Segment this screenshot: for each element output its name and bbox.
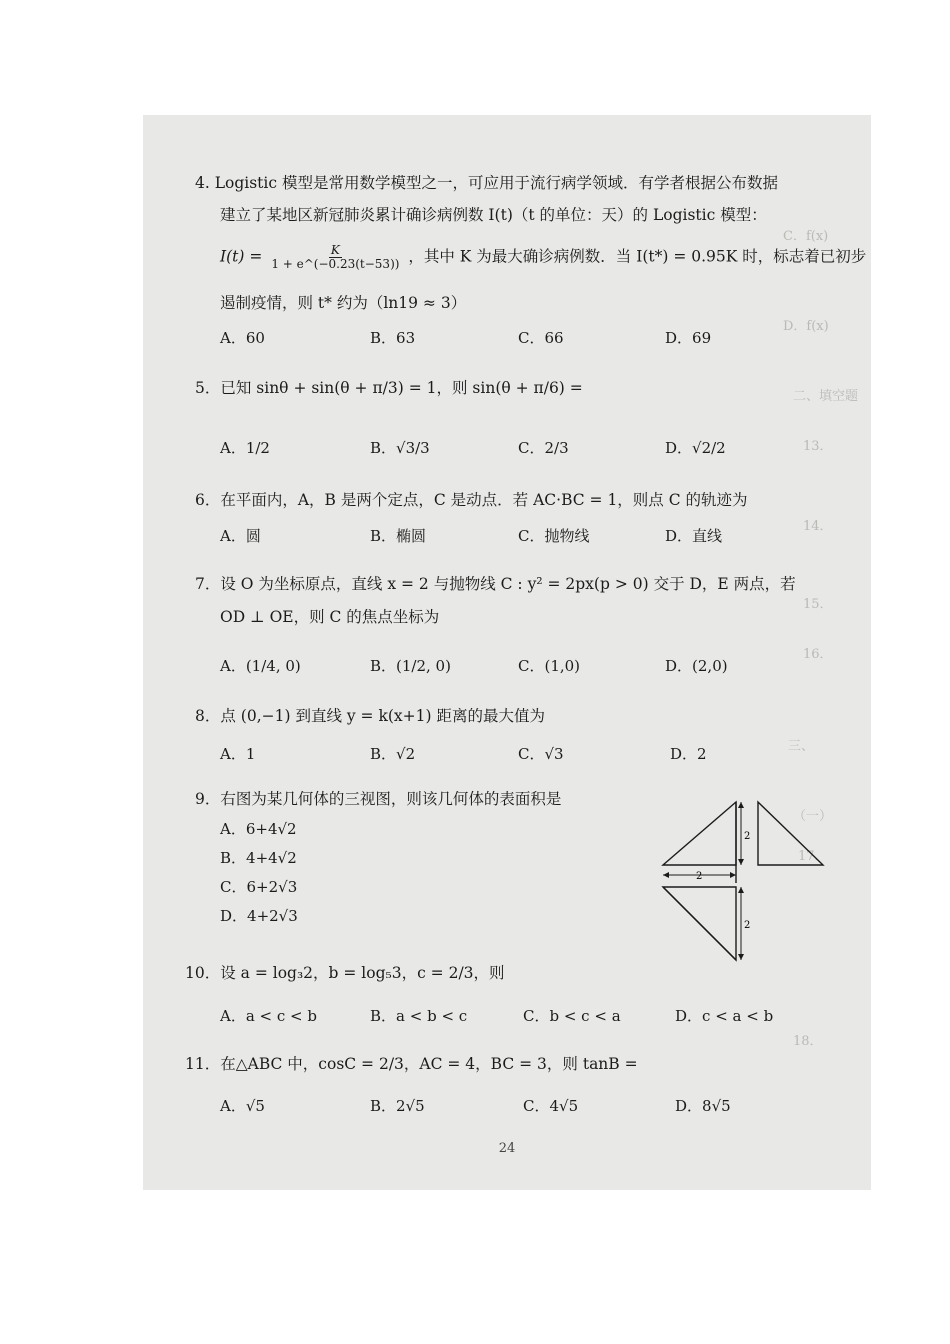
q5-stem: 5．已知 sinθ + sin(θ + π/3) = 1，则 sin(θ + π/6) = <box>195 379 583 397</box>
q10-option-c[interactable]: C．b < c < a <box>523 1007 621 1025</box>
q6-option-b[interactable]: B．椭圆 <box>370 527 427 545</box>
q6-stem: 6．在平面内，A，B 是两个定点，C 是动点．若 AC·BC = 1，则点 C 的轨迹为 <box>195 491 748 509</box>
q9-option-a[interactable]: A．6+4√2 <box>220 820 297 838</box>
q4-line4: 遏制疫情，则 t* 约为（ln19 ≈ 3） <box>220 294 467 312</box>
q7-option-b[interactable]: B．(1/2, 0) <box>370 657 451 675</box>
q6-option-a[interactable]: A．圆 <box>220 527 261 545</box>
q7-line1: 7．设 O 为坐标原点，直线 x = 2 与抛物线 C : y² = 2px(p > 0) 交于 D，E 两点，若 <box>195 575 796 593</box>
q8-stem: 8．点 (0,−1) 到直线 y = k(x+1) 距离的最大值为 <box>195 707 545 725</box>
q7-option-a[interactable]: A．(1/4, 0) <box>220 657 301 675</box>
q8-option-a[interactable]: A．1 <box>220 745 256 763</box>
bleed-through-text: （一） <box>793 809 833 824</box>
q8-option-c[interactable]: C．√3 <box>518 745 564 763</box>
q11-option-c[interactable]: C．4√5 <box>523 1097 579 1115</box>
q9-option-d[interactable]: D．4+2√3 <box>220 907 298 925</box>
front-view-triangle <box>663 802 736 865</box>
q7-option-c[interactable]: C．(1,0) <box>518 657 581 675</box>
q10-option-a[interactable]: A．a < c < b <box>220 1007 317 1025</box>
bleed-through-text: 17． <box>798 849 828 864</box>
q4-formula-denominator: 1 + e^(−0.23(t−53)) <box>271 257 400 271</box>
q8-option-d[interactable]: D．2 <box>670 745 707 763</box>
three-view-figure <box>658 795 833 970</box>
q4-option-b[interactable]: B．63 <box>370 329 416 347</box>
q4-option-a[interactable]: A．60 <box>220 329 265 347</box>
q11-option-a[interactable]: A．√5 <box>220 1097 265 1115</box>
exam-page <box>143 115 871 1190</box>
bleed-through-text: 三、 <box>788 739 815 754</box>
q5-option-a[interactable]: A．1/2 <box>220 439 270 457</box>
bleed-through-text: D．f(x) <box>783 319 829 334</box>
q6-option-d[interactable]: D．直线 <box>665 527 723 545</box>
q4-formula <box>220 244 866 271</box>
side-view-triangle <box>758 802 823 865</box>
bleed-through-text: 15． <box>803 597 833 612</box>
bleed-through-text: 二、填空题 <box>793 389 859 404</box>
q11-option-d[interactable]: D．8√5 <box>675 1097 731 1115</box>
q8-option-b[interactable]: B．√2 <box>370 745 416 763</box>
q9-stem: 9．右图为某几何体的三视图，则该几何体的表面积是 <box>195 790 562 808</box>
q4-formula-rest: ，其中 K 为最大确诊病例数．当 I(t*) = 0.95K 时，标志着已初步 <box>408 247 867 266</box>
q4-formula-fraction <box>269 244 401 271</box>
width-dimension-label: 2 <box>696 871 703 882</box>
q7-option-d[interactable]: D．(2,0) <box>665 657 728 675</box>
q11-option-b[interactable]: B．2√5 <box>370 1097 425 1115</box>
height-dimension-label: 2 <box>744 831 751 842</box>
q5-option-d[interactable]: D．√2/2 <box>665 439 726 457</box>
q4-line2: 建立了某地区新冠肺炎累计确诊病例数 I(t)（t 的单位：天）的 Logistic 模型： <box>220 206 767 224</box>
q5-option-c[interactable]: C．2/3 <box>518 439 569 457</box>
bleed-through-text: C．f(x) <box>783 229 829 244</box>
q4-line1: 4. Logistic 模型是常用数学模型之一，可应用于流行病学领域．有学者根据公布数据 <box>195 174 778 192</box>
q4-formula-numerator: K <box>330 243 340 257</box>
bleed-through-text: 14． <box>803 519 833 534</box>
bleed-through-text: 13． <box>803 439 833 454</box>
q4-option-d[interactable]: D．69 <box>665 329 712 347</box>
q9-option-c[interactable]: C．6+2√3 <box>220 878 298 896</box>
page-number: 24 <box>498 1141 516 1156</box>
q6-option-c[interactable]: C．抛物线 <box>518 527 590 545</box>
q4-option-c[interactable]: C．66 <box>518 329 564 347</box>
q10-stem: 10．设 a = log₃2，b = log₅3，c = 2/3，则 <box>185 964 505 982</box>
q11-stem: 11．在△ABC 中，cosC = 2/3，AC = 4，BC = 3，则 tanB = <box>185 1055 638 1073</box>
bleed-through-text: 18． <box>793 1034 823 1049</box>
bleed-through-text: 16． <box>803 647 833 662</box>
top-view-diagonal <box>663 887 736 960</box>
q4-formula-lhs: I(t) = <box>220 247 263 266</box>
q10-option-b[interactable]: B．a < b < c <box>370 1007 468 1025</box>
q9-option-b[interactable]: B．4+4√2 <box>220 849 297 867</box>
depth-dimension-label: 2 <box>744 920 751 931</box>
q5-option-b[interactable]: B．√3/3 <box>370 439 430 457</box>
q10-option-d[interactable]: D．c < a < b <box>675 1007 774 1025</box>
q7-line2: OD ⊥ OE，则 C 的焦点坐标为 <box>220 608 440 626</box>
